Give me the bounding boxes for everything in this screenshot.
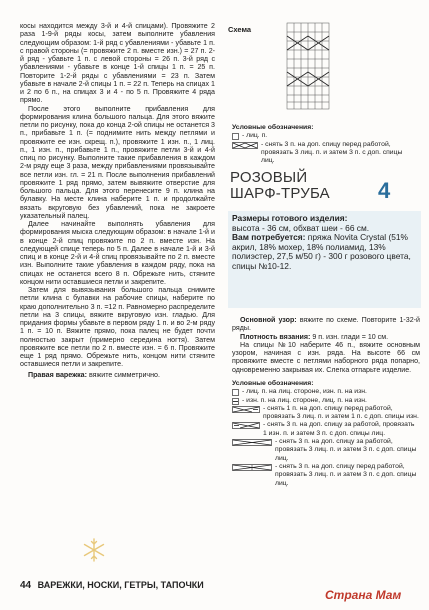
sizes-heading: Размеры готового изделия:: [232, 213, 348, 223]
legend-item: - снять 3 п. на доп. спицу перед работой, провязать 3 лиц. п. и затем 3 п. с доп. спицы лиц.: [232, 141, 417, 166]
knit-stitch-symbol: [232, 133, 239, 140]
legend-title: Условные обозначения:: [232, 124, 314, 131]
instruction-paragraph: косы находится между 3-й и 4-й спицами). Провяжите 2 раза 1-9-й ряды косы, затем выполните убавления следующим образом: 1-й ряд с убавлениями - убавьте 1 п. с правой стороны (= провяжите 2 п. вместе изн.) = 27 п. 2-й ряд - убавьте 1 п. с левой стороны = 26 п. 3-й ряд с убавлениями - убавьте в конце 1-й спицы 1 п. = 25 п. Повторите 1-2-й ряды с убавлениями = 23 п. Затем убавьте в начале 2-й спицы 1 п. = 22 п. Теперь на спицах 1 и 2 по 6 п., на спицах 3 и 4 - по 5 п. Провяжите 4 ряда прямо.: [20, 22, 215, 105]
right-mitten-label: Правая варежка:: [28, 370, 87, 379]
legend-2: [232, 380, 420, 488]
cable-3-3-front-symbol: [232, 464, 272, 471]
instruction-body: На спицы №10 наберите 46 п., вяжите основным узором, начиная с изн. ряда. На высоте 66 см провяжите вместе с петлями наборного ряда попарно, одновременно закрывая их. Слегка отпарьте изделие.: [232, 340, 420, 374]
article-number: 4: [378, 178, 391, 203]
page-number: 44: [20, 580, 32, 591]
legend-item: - лиц. п. на лиц. стороне, изн. п. на изн.: [232, 388, 420, 396]
instruction-paragraph: После этого выполните прибавления для формирования клина большого пальца. Для этого вяжите петли по рисунку, пока до конца 2-ой спицы не останется 3 п., прибавьте 1 п. (= поднимите нить между петлями и провяжите ее изн. скрещ. п.), провяжите 1 изн. п., 1 лиц. п., 1 изн. п., прибавьте 1 п., провяжите петли 3-й и 4-й спиц по рисунку. Выполните такие прибавления в каждом 2-м ряду еще 3 раза, между прибавлениями провязывайте все петли изн. гл. = 21 п. После выполнения прибавлений провяжите 1 ряд прямо, затем вывяжите отверстие для большого пальца. Для этого перенесите 9 п. клина на булавку. На месте клина наберите 1 п. и продолжайте вязать вкруговую без убавлений, пока не закроете указательный палец.: [20, 104, 215, 220]
sizes-box: [228, 211, 421, 308]
legend-item: - лиц. п.: [232, 132, 417, 140]
legend-item: - изн. п. на лиц. стороне, лиц. п. на изн.: [232, 397, 420, 405]
legend-1: [232, 124, 417, 165]
instruction-paragraph: Затем для вывязывания большого пальца снимите петли клина с булавки на рабочие спицы, наберите по краю дополнительно 3 п. =12 п. Равномерно распределите петли на 3 спицы, вяжите вкруговую изн. гладью. Для придания формы убавьте в первом ряду 1 п. и во 2-м ряду 1 п. = 10 п. Вяжите прямо, пока палец не будет почти полностью закрыт (примерно середина ногтя). Затем провяжите все петли по 2 п. вместе изн. = 6 п. Провяжите еще 1 ряд прямо. Обрежьте нить, концом нити стяните оставшиеся петли и закрепите.: [20, 286, 215, 369]
watermark: Страна Мам: [325, 588, 402, 602]
cable-3-3-back-symbol: [232, 439, 272, 446]
materials: Вам потребуется: пряжа Novita Crystal (51% акрил, 18% мохер, 18% полиамид, 13% полиэстер, 27,5 м/50 г) - 300 г розового цвета, спицы №10-12.: [232, 232, 411, 271]
legend-title: Условные обозначения:: [232, 380, 314, 387]
knit-stitch-symbol: [232, 389, 239, 396]
legend-item: - снять 3 п. на доп. спицу перед работой, провязать 3 лиц. п. и затем 3 п. с доп. спицы лиц.: [232, 463, 420, 488]
instruction-paragraph: Далее начинайте выполнять убавления для формирования мыска следующим образом: в начале 1-й и в конце 2-й спиц провяжите по 2 п. вместе изн. На следующей спице теперь по 5 п. Далее в начале 1-й и 3-й спиц и в конце 2-й и 4-й спиц провязывайте по 2 п. вместе изн. Выполните такие убавления в каждом ряду, пока на спицах не останется всего 8 п. Обрежьте нить, стяните концом нити оставшиеся петли и закрепите.: [20, 220, 215, 286]
section-title: ВАРЕЖКИ, НОСКИ, ГЕТРЫ, ТАПОЧКИ: [37, 580, 204, 590]
schema-label: Схема: [228, 25, 252, 34]
right-mitten-note: [20, 371, 215, 379]
article-title: РОЗОВЫЙ ШАРФ-ТРУБА: [230, 169, 330, 202]
legend-item: - снять 3 п. на доп. спицу за работой, провязать 1 изн. п. и затем 3 п. с доп. спицы лиц.: [232, 421, 420, 438]
page-footer: [20, 580, 204, 591]
right-mitten-text: вяжите симметрично.: [88, 370, 160, 379]
legend-item: - снять 1 п. на доп. спицу перед работой, провязать 3 лиц. п. и затем 1 п. с доп. спицы изн.: [232, 405, 420, 422]
legend-item: - снять 3 п. на доп. спицу за работой, провязать 3 лиц. п. и затем 3 п. с доп. спицы лиц.: [232, 438, 420, 463]
knitting-instructions: [232, 316, 420, 374]
main-pattern: Основной узор: вяжите по схеме. Повторите 1-32-й ряды.: [232, 316, 420, 333]
cable-cross-symbol: [232, 142, 258, 149]
instructions-column: [20, 22, 215, 379]
snowflake-icon: [82, 538, 106, 562]
purl-stitch-symbol: [232, 398, 239, 405]
gauge: Плотность вязания: 9 п. изн. глади = 10 см.: [240, 332, 389, 341]
cable-1-3-front-symbol: [232, 406, 260, 413]
schema-chart-1: [286, 22, 334, 114]
cable-3-1-back-symbol: [232, 422, 260, 429]
sizes-dimensions: высота - 36 см, обхват шеи - 66 см.: [232, 222, 370, 233]
